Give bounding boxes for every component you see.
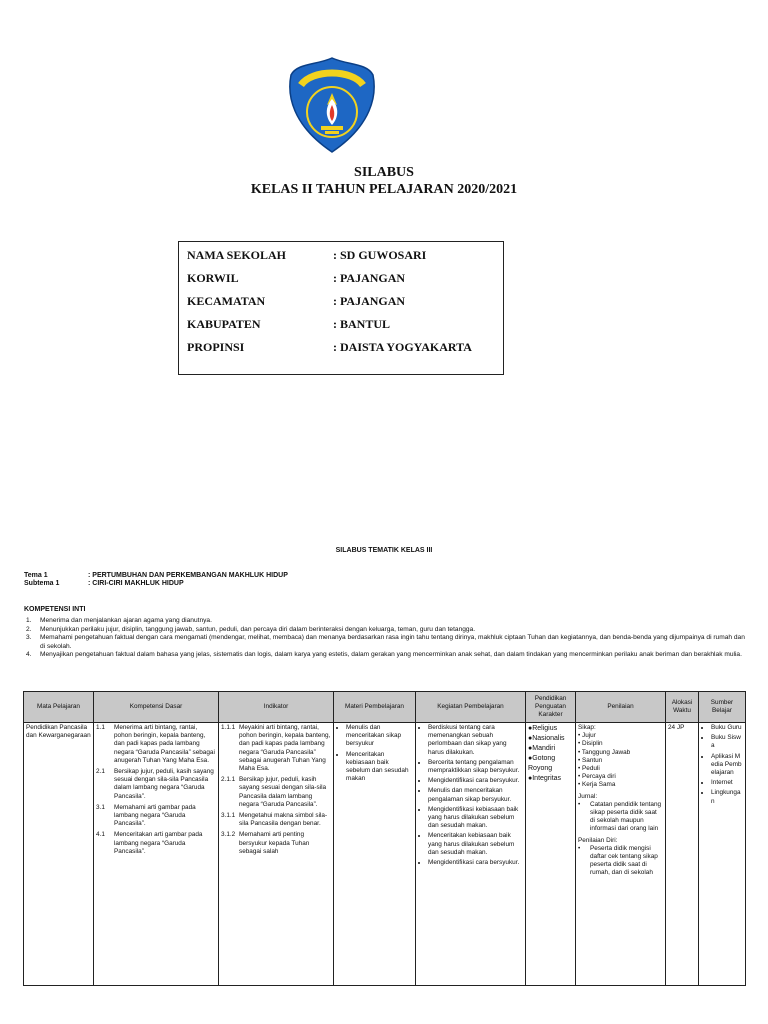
penilaian-diri-label: Penilaian Diri: bbox=[578, 836, 618, 844]
list-item: • Mengidentifikasi kebiasaan baik yang harus dilakukan sebelum dan sesudah makan. bbox=[428, 806, 523, 831]
column-header: Penilaian bbox=[576, 692, 666, 723]
list-item: • Menceritakan kebiasaan baik sebelum dan sesudah makan bbox=[346, 751, 413, 784]
column-header: Kegiatan Pembelajaran bbox=[416, 692, 526, 723]
list-item: ●Integritas bbox=[528, 775, 562, 782]
cell-karakter bbox=[526, 723, 576, 986]
cell-kegiatan bbox=[416, 723, 526, 986]
list-item: 2. Menunjukkan perilaku jujur, disiplin, tanggung jawab, santun, peduli, dan percaya diri dalam berinteraksi dengan keluarga, teman, guru dan tetangga. bbox=[26, 625, 476, 633]
list-item: ●Gotong Royong bbox=[528, 755, 556, 772]
syllabus-table bbox=[23, 691, 746, 986]
list-item: 1. Menerima dan menjalankan ajaran agama yang dianutnya. bbox=[26, 617, 212, 624]
cell-sumber bbox=[699, 723, 746, 986]
list-item: ●Nasionalis bbox=[528, 735, 565, 742]
list-item: • Buku Guru bbox=[711, 724, 743, 732]
list-item: • Mengidentifikasi cara bersyukur. bbox=[428, 777, 523, 785]
tut-wuri-handayani-logo bbox=[287, 55, 377, 155]
penilaian-jurnal-label: Jurnal: bbox=[578, 792, 598, 800]
cell-mapel: Pendidikan Pancasila dan Kewarganegaraan bbox=[24, 723, 94, 986]
ki-list bbox=[24, 617, 748, 660]
list-item: • Percaya diri bbox=[578, 773, 616, 781]
column-header: Mata Pelajaran bbox=[24, 692, 94, 723]
list-item: • Lingkungan bbox=[711, 789, 743, 805]
cell-penilaian bbox=[576, 723, 666, 986]
list-item: • Peserta didik mengisi daftar cek tentang sikap peserta didik saat di rumah, dan di sekolah bbox=[578, 844, 658, 877]
column-header: Kompetensi Dasar bbox=[94, 692, 219, 723]
column-header: Alokasi Waktu bbox=[666, 692, 699, 723]
list-item: • Catatan pendidik tentang sikap peserta didik saat di sekolah maupun informasi dari orang lain bbox=[578, 800, 662, 833]
list-item: ●Mandiri bbox=[528, 745, 556, 752]
list-item: • Peduli bbox=[578, 765, 600, 773]
cell-materi bbox=[334, 723, 416, 986]
list-item: • Internet bbox=[711, 779, 743, 787]
list-item: 2.1.1 Bersikap jujur, peduli, kasih sayang sesuai dengan sila-sila Pancasila dalam lambang negara “Garuda Pancasila”. bbox=[221, 776, 327, 808]
column-header: Indikator bbox=[219, 692, 334, 723]
column-header: Sumber Belajar bbox=[699, 692, 746, 723]
list-item: 4.1 Menceritakan arti gambar pada lambang negara “Garuda Pancasila”. bbox=[96, 831, 203, 855]
cell-indikator bbox=[219, 723, 334, 986]
table-header-row bbox=[24, 692, 746, 723]
list-item: • Mengidentifikasi cara bersyukur. bbox=[428, 859, 523, 867]
list-item: • Santun bbox=[578, 756, 603, 764]
list-item: 3.1.1 Mengetahui makna simbol sila-sila Pancasila dengan benar. bbox=[221, 812, 328, 828]
list-item: ●Religius bbox=[528, 725, 558, 732]
list-item: 1.1.1 Meyakini arti bintang, rantai, pohon beringin, kepala banteng, dan padi kapas pada lambang negara “Garuda Pancasila” sebagai anugerah Tuhan Yang Maha Esa. bbox=[221, 724, 331, 773]
table-row bbox=[24, 723, 746, 986]
list-item: • Menulis dan menceritakan sikap bersyukur bbox=[346, 724, 413, 749]
tema-line: Tema 1 : PERTUMBUHAN DAN PERKEMBANGAN MAKHLUK HIDUP bbox=[24, 572, 288, 579]
document-title: SILABUS bbox=[354, 165, 414, 180]
list-item: 1.1 Menerima arti bintang, rantai, pohon beringin, kepala banteng, dan padi kapas pada lambang negara “Garuda Pancasila” sebagai anugerah Tuhan Yang Maha Esa. bbox=[96, 724, 215, 764]
penilaian-sikap-label: Sikap: bbox=[578, 724, 596, 731]
list-item: • Aplikasi Media Pembelajaran bbox=[711, 753, 743, 778]
school-identity-box: NAMA SEKOLAH : SD GUWOSARI KORWIL : PAJANGAN KECAMATAN : PAJANGAN KABUPATEN : BANTUL PROPINSI : DAISTA YOGYAKARTA bbox=[178, 241, 504, 375]
list-item: • Tanggung Jawab bbox=[578, 748, 631, 756]
list-item: • Jujur bbox=[578, 732, 596, 740]
list-item: • Kerja Sama bbox=[578, 781, 616, 789]
list-item: 3.1.2 Memahami arti penting bersyukur kepada Tuhan sebagai salah bbox=[221, 831, 310, 855]
list-item: • Buku Siswa bbox=[711, 734, 743, 750]
list-item: • Menulis dan menceritakan pengalaman sikap bersyukur. bbox=[428, 787, 523, 803]
list-item: 3.1 Memahami arti gambar pada lambang negara “Garuda Pancasila”. bbox=[96, 803, 196, 828]
list-item: • Disiplin bbox=[578, 740, 603, 748]
document-subtitle-class-year: KELAS II TAHUN PELAJARAN 2020/2021 bbox=[250, 182, 518, 197]
column-header: Materi Pembelajaran bbox=[334, 692, 416, 723]
cell-kompetensi-dasar bbox=[94, 723, 219, 986]
ki-heading: KOMPETENSI INTI bbox=[24, 606, 86, 613]
cell-alokasi: 24 JP bbox=[666, 723, 699, 986]
syllabus-subtitle: SILABUS TEMATIK KELAS III bbox=[335, 547, 433, 554]
column-header: Pendidikan Penguatan Karakter bbox=[526, 692, 576, 723]
subtema-line: Subtema 1 : CIRI-CIRI MAKHLUK HIDUP bbox=[24, 580, 184, 587]
list-item: • Bercerita tentang pengalaman mempraktikkan sikap bersyukur. bbox=[428, 759, 523, 775]
list-item: 2.1 Bersikap jujur, peduli, kasih sayang sesuai dengan sila-sila Pancasila dalam lambang negara “Garuda Pancasila”. bbox=[96, 768, 214, 800]
list-item: • Menceritakan kebiasaan baik yang harus dilakukan sebelum dan sesudah makan. bbox=[428, 832, 523, 857]
list-item: • Berdiskusi tentang cara memenangkan sebuah perlombaan dan sikap yang harus dilakukan. bbox=[428, 724, 523, 757]
list-item: 4. Menyajikan pengetahuan faktual dalam bahasa yang jelas, sistematis dan logis, dalam karya yang estetis, dalam gerakan yang mencerminkan anak sehat, dan dalam tindakan yang mencerminkan perilaku anak beriman dan berakhlak mulia. bbox=[26, 651, 742, 659]
list-item: 3. Memahami pengetahuan faktual dengan cara mengamati (mendengar, melihat, membaca) dan menanya berdasarkan rasa ingin tahu tentang dirinya, makhluk ciptaan Tuhan dan kegiatannya, dan benda-benda yang dijumpainya di rumah dan di sekolah. bbox=[26, 634, 745, 650]
